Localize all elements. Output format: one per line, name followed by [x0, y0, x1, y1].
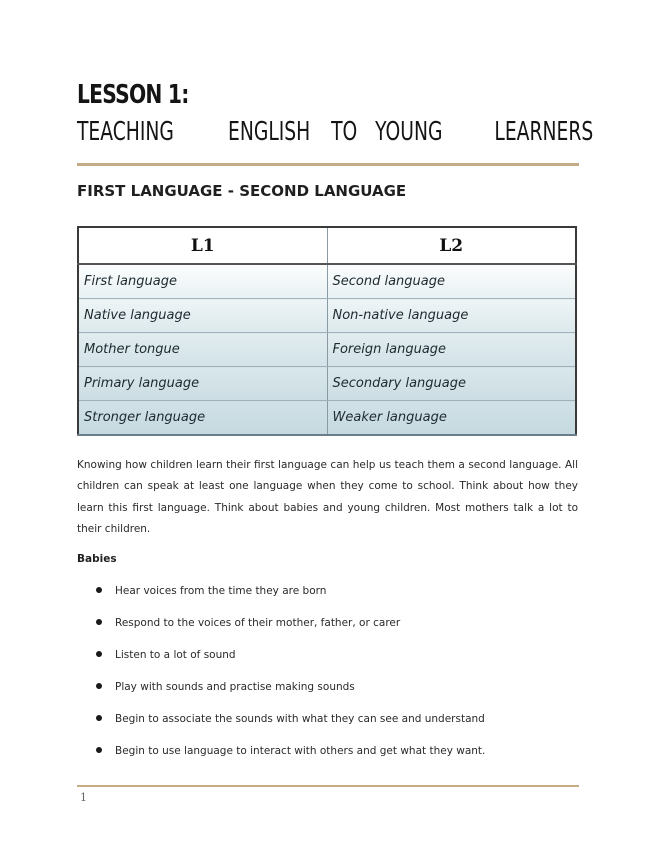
table-cell-l2: Second language	[327, 264, 576, 299]
bullet-icon	[96, 683, 102, 689]
babies-heading: Babies	[77, 553, 117, 565]
list-item-text: Begin to associate the sounds with what they can see and understand	[115, 713, 485, 725]
table-cell-l1: Mother tongue	[78, 333, 327, 367]
table-row	[78, 333, 576, 367]
table-cell-l1: Stronger language	[78, 401, 327, 436]
lesson-title-word: TEACHING	[77, 117, 174, 147]
table-header-l1: L1	[78, 227, 327, 264]
table-row	[78, 299, 576, 333]
list-item	[96, 649, 236, 661]
table-header-row	[78, 227, 576, 264]
table-cell-l2: Weaker language	[327, 401, 576, 436]
table-header-l2: L2	[327, 227, 576, 264]
lesson-title-word: TO	[330, 117, 358, 147]
table-row	[78, 367, 576, 401]
bullet-icon	[96, 747, 102, 753]
section-heading: FIRST LANGUAGE - SECOND LANGUAGE	[77, 182, 407, 200]
lesson-number: LESSON 1:	[77, 80, 189, 110]
language-comparison-table	[77, 226, 577, 436]
list-item	[96, 713, 485, 725]
bullet-icon	[96, 715, 102, 721]
bullet-icon	[96, 619, 102, 625]
intro-paragraph: Knowing how children learn their first language can help us teach them a second language. All children can speak at least one language when they come to school. Think about how they learn this first language. Think about babies and young children. Most mothers talk a lot to their children.	[77, 459, 578, 535]
lesson-title-word: YOUNG	[375, 117, 443, 147]
table-cell-l2: Secondary language	[327, 367, 576, 401]
list-item	[96, 617, 400, 629]
bullet-icon	[96, 651, 102, 657]
footer-divider	[77, 785, 579, 787]
bullet-icon	[96, 587, 102, 593]
list-item-text: Begin to use language to interact with others and get what they want.	[115, 745, 486, 757]
table-row	[78, 264, 576, 299]
table-cell-l2: Foreign language	[327, 333, 576, 367]
lesson-title	[77, 117, 593, 147]
page-number: 1	[80, 791, 87, 804]
list-item	[96, 585, 326, 597]
list-item-text: Play with sounds and practise making sounds	[115, 681, 355, 693]
table-cell-l1: First language	[78, 264, 327, 299]
list-item-text: Hear voices from the time they are born	[115, 585, 327, 597]
lesson-title-word: ENGLISH	[227, 117, 310, 147]
table-cell-l2: Non-native language	[327, 299, 576, 333]
list-item	[96, 745, 485, 757]
lesson-title-word: LEARNERS	[494, 117, 593, 147]
table-cell-l1: Primary language	[78, 367, 327, 401]
table-row	[78, 401, 576, 436]
table-cell-l1: Native language	[78, 299, 327, 333]
list-item-text: Listen to a lot of sound	[115, 649, 236, 661]
title-divider	[77, 163, 579, 166]
list-item	[96, 681, 355, 693]
list-item-text: Respond to the voices of their mother, father, or carer	[115, 617, 401, 629]
